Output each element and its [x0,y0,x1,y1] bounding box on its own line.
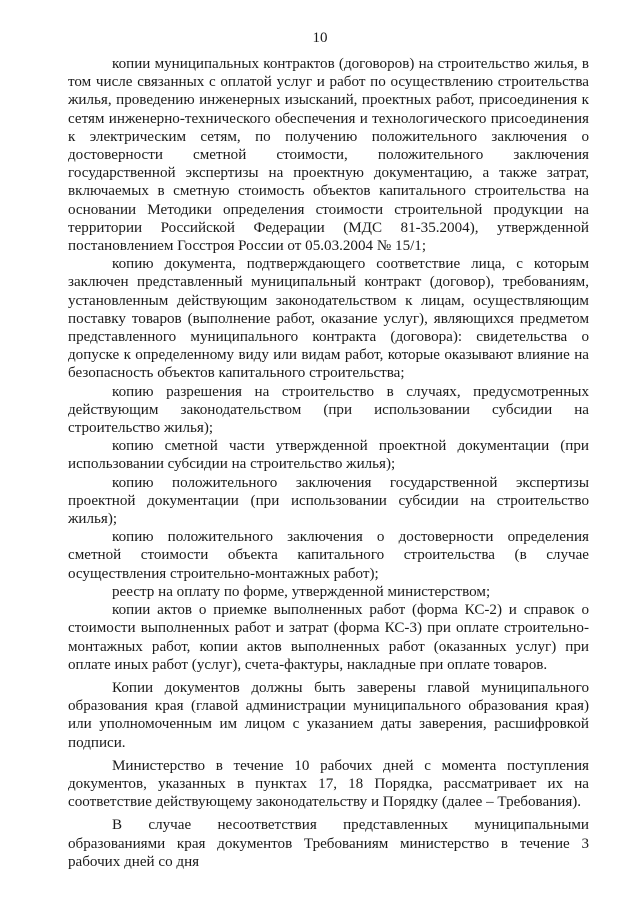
paragraph-certification: Копии документов должны быть заверены главой муниципального образования края (главой администрации муниципального образования края) или уполномоченным им лицом с указанием даты заверения, расшифровкой подписи. [68,679,589,751]
paragraph-conformity-document: копию документа, подтверждающего соответствие лица, с которым заключен представленный муниципальный контракт (договор), требованиям, установленным действующим законодательством к лицам, осуществляющим поставку товаров (выполнение работ, оказание услуг), являющихся предметом представленного муниципального контракта (договора): свидетельства о допуске к определенному виду или видам работ, которые оказывают влияние на безопасность объектов капитального строительства; [68,256,589,382]
paragraph-acceptance-acts: копии актов о приемке выполненных работ (форма КС-2) и справок о стоимости выполненных работ и затрат (форма КС-3) при оплате строительно-монтажных работ, копии актов выполненных работ (оказанных услуг) при оплате иных работ (услуг), счета-фактуры, накладные при оплате товаров. [68,602,589,673]
page-number: 10 [312,30,328,46]
paragraph-ministry-review: Министерство в течение 10 рабочих дней с момента поступления документов, указанных в пунктах 17, 18 Порядка, рассматривает их на соответствие действующему законодательству и Порядку (далее – Требования). [68,757,589,811]
document-body [68,55,589,871]
paragraph-payment-register: реестр на оплату по форме, утвержденной министерством; [112,583,491,600]
paragraph-cost-reliability: копию положительного заключения о достоверности определения сметной стоимости объекта капитального строительства (в случае осуществления строительно-монтажных работ); [68,529,589,582]
paragraph-estimate-section: копию сметной части утвержденной проектной документации (при использовании субсидии на строительство жилья); [68,438,589,473]
paragraph-building-permit: копию разрешения на строительство в случаях, предусмотренных действующим законодательством (при использовании субсидии на строительство жилья); [68,383,589,437]
paragraph-municipal-contracts: копии муниципальных контрактов (договоров) на строительство жилья, в том числе связанных с оплатой услуг и работ по осуществлению строительства жилья, проведению инженерных изысканий, проектных работ, присоединения к сетям инженерно-технического обеспечения и технологического присоединения к электрическим сетям, по получению положительного заключения о достоверности сметной стоимости, положительного заключения государственной экспертизы на проектную документацию, а также затрат, включаемых в сметную стоимость объектов капитального строительства на основании Методики определения стоимости строительной продукции на территории Российской Федерации (МДС 81-35.2004), утвержденной постановлением Госстроя России от 05.03.2004 № 15/1; [68,56,589,255]
paragraph-nonconformity: В случае несоответствия представленных муниципальными образованиями края документов Требованиям министерство в течение 3 рабочих дней со дня [68,817,589,870]
paragraph-state-expertise: копию положительного заключения государственной экспертизы проектной документации (при использовании субсидии на строительство жилья); [68,474,589,528]
